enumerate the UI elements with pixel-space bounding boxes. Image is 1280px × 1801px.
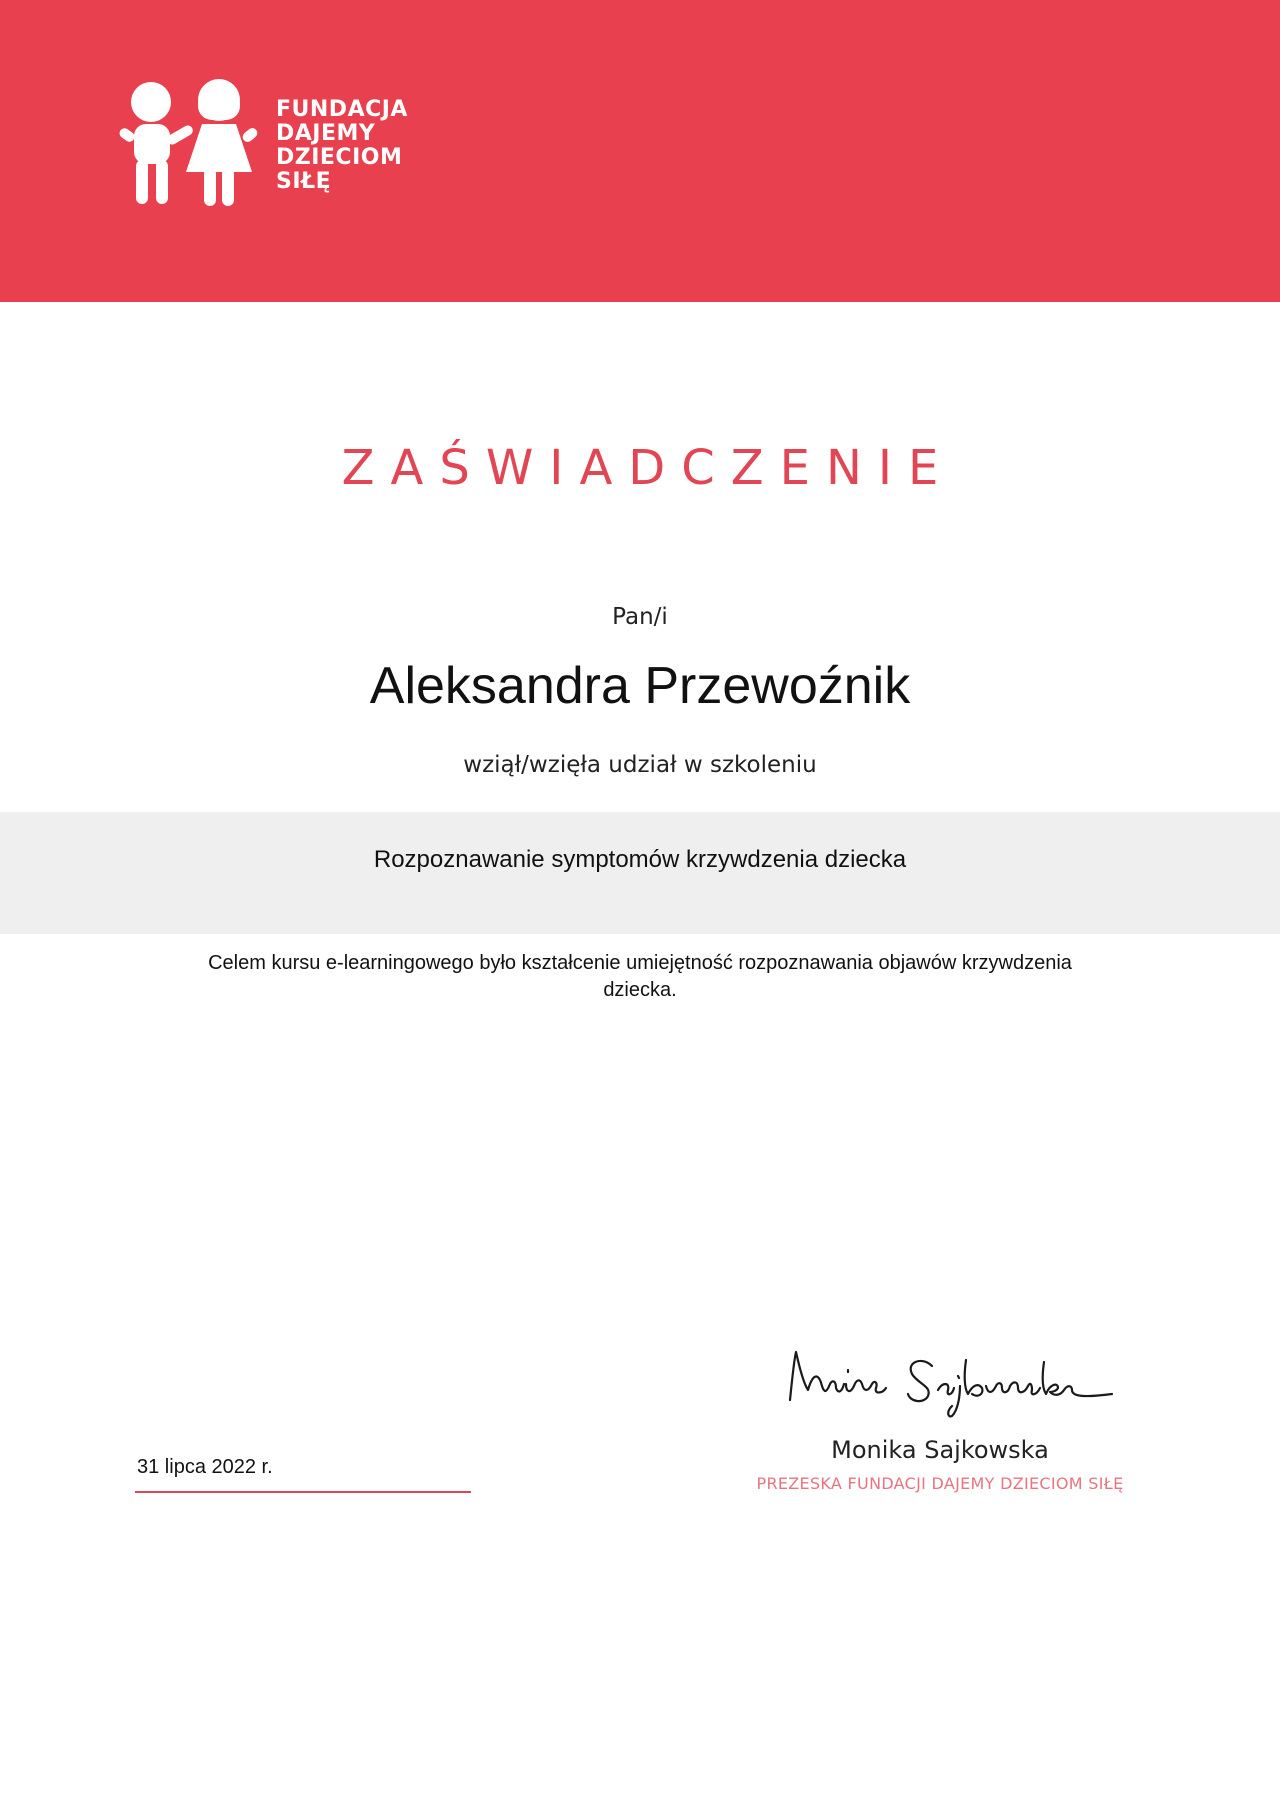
certificate-title: ZAŚWIADCZENIE <box>341 440 955 496</box>
participation-text: wziął/wzięła udział w szkoleniu <box>463 752 817 778</box>
issue-date: 31 lipca 2022 r. <box>137 1456 273 1478</box>
course-description: Celem kursu e-learningowego było kształcenie umiejętność rozpoznawania objawów krzywdzenia dziecka. <box>208 952 1072 1001</box>
logo-line: DZIECIOM <box>276 145 403 170</box>
recipient-name: Aleksandra Przewoźnik <box>369 657 911 715</box>
signer-role: PREZESKA FUNDACJI DAJEMY DZIECIOM SIŁĘ <box>756 1474 1124 1493</box>
logo-line: FUNDACJA <box>276 97 408 122</box>
children-holding-hands-icon <box>116 72 266 208</box>
salutation: Pan/i <box>612 604 668 630</box>
handwritten-signature <box>782 1340 1122 1420</box>
foundation-logo-text <box>276 98 408 194</box>
logo-line: DAJEMY <box>276 121 376 146</box>
course-title: Rozpoznawanie symptomów krzywdzenia dziecka <box>373 846 907 873</box>
date-underline <box>135 1491 471 1493</box>
signer-name: Monika Sajkowska <box>831 1436 1049 1464</box>
logo-line: SIŁĘ <box>276 169 332 194</box>
header-band <box>0 0 1280 302</box>
